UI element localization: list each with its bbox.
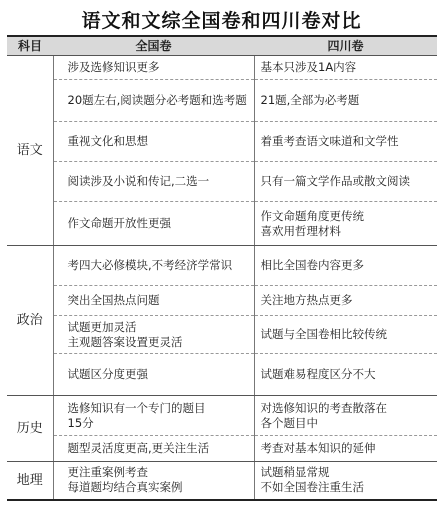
national-cell: 作文命题开放性更强 — [67, 216, 171, 230]
subject-cell-history: 历史 — [7, 396, 53, 462]
sichuan-cell: 关注地方热点更多 — [260, 293, 353, 307]
national-cell: 阅读涉及小说和传记,二选一 — [67, 174, 210, 188]
sichuan-cell: 试题稍显常规 不如全国卷注重生活 — [260, 465, 364, 495]
sichuan-cell: 着重考查语文味道和文学性 — [260, 134, 399, 148]
subject-cell-geography: 地理 — [7, 462, 53, 500]
table-row — [7, 162, 437, 202]
sichuan-cell: 试题与全国卷相比较传统 — [260, 327, 387, 341]
table-row — [7, 316, 437, 354]
sichuan-cell: 相比全国卷内容更多 — [260, 258, 364, 272]
header-subject: 科目 — [7, 36, 53, 56]
national-cell: 题型灵活度更高,更关注生活 — [67, 441, 210, 455]
table-row — [7, 286, 437, 316]
header-national: 全国卷 — [53, 36, 254, 56]
table-row — [7, 246, 437, 286]
table-row — [7, 56, 437, 80]
sichuan-cell: 只有一篇文学作品或散文阅读 — [260, 174, 410, 188]
table-row — [7, 396, 437, 436]
national-cell: 考四大必修模块,不考经济学常识 — [67, 258, 233, 272]
national-cell: 重视文化和思想 — [67, 134, 148, 148]
national-cell: 涉及选修知识更多 — [67, 60, 160, 74]
table-row — [7, 122, 437, 162]
page-title: 语文和文综全国卷和四川卷对比 — [81, 10, 362, 32]
sichuan-cell: 考查对基本知识的延伸 — [260, 441, 376, 455]
national-cell: 更注重案例考查 每道题均结合真实案例 — [67, 465, 183, 495]
table-row — [7, 462, 437, 500]
subject-cell-chinese: 语文 — [7, 56, 53, 246]
table-row — [7, 202, 437, 246]
national-cell: 20题左右,阅读题分必考题和选考题 — [67, 93, 247, 107]
sichuan-cell: 作文命题角度更传统 喜欢用哲理材料 — [260, 208, 364, 238]
table-header-row — [7, 36, 437, 56]
national-cell: 试题更加灵活 主观题答案设置更灵活 — [67, 319, 183, 349]
sichuan-cell: 对选修知识的考查散落在 各个题目中 — [260, 400, 387, 430]
sichuan-cell: 21题,全部为必考题 — [260, 93, 360, 107]
comparison-table — [7, 35, 437, 501]
national-cell: 试题区分度更强 — [67, 367, 148, 381]
sichuan-cell: 试题难易程度区分不大 — [260, 367, 376, 381]
national-cell: 突出全国热点问题 — [67, 293, 160, 307]
subject-cell-politics: 政治 — [7, 246, 53, 396]
sichuan-cell: 基本只涉及1A内容 — [260, 60, 357, 74]
table-row — [7, 436, 437, 462]
table-row — [7, 80, 437, 122]
national-cell: 选修知识有一个专门的题目 15分 — [67, 400, 206, 430]
header-sichuan: 四川卷 — [254, 36, 437, 56]
table-row — [7, 354, 437, 396]
